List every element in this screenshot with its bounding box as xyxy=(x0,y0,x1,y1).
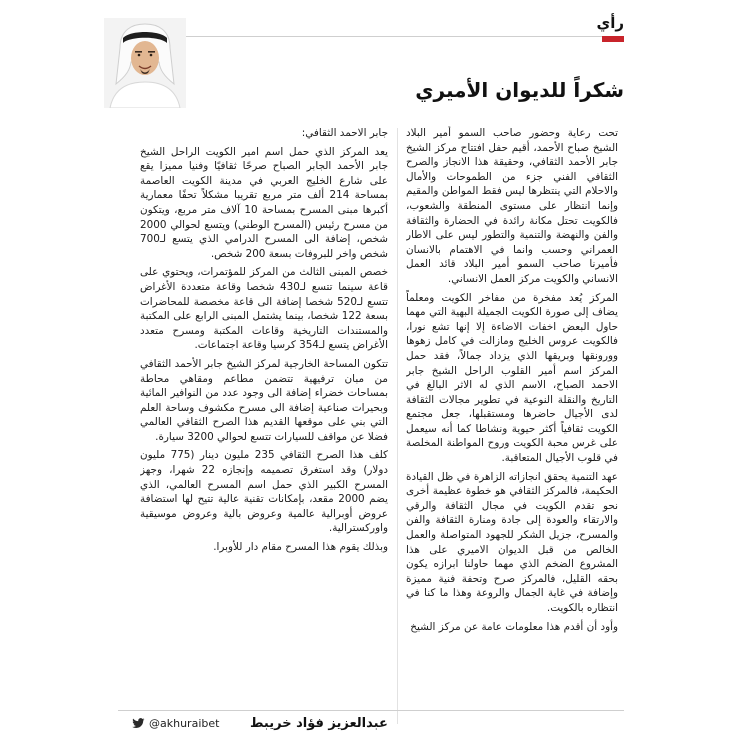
paragraph: يعد المركز الذي حمل اسم امير الكويت الراحل الشيخ جابر الأحمد الجابر الصباح صرحًا ثقافيًا وفنيا مميزا يقع على شارع الخليج العربي في مدينة الكويت العاصمة بمساحة 214 ألف متر مربع تقريبا مشكلاً تحفًا معمارية أكبرها مبنى المسرح بمساحة 10 آلاف متر مربع، ويتكون من مسرح رئيس (المسرح الوطني) ويتسع لحوالي 2000 شخص، إضافة الى المسرح الدرامي الذي يتسع لـ700 شخص واخر للبروفات بسعة 200 شخص. xyxy=(140,145,388,260)
paragraph: عهد التنمية يحقق انجازاته الزاهرة في ظل القيادة الحكيمة، فالمركز الثقافي هو خطوة عظيمة أخرى نحو تقدم الكويت في مجال الثقافة والرقي والارتقاء والعودة إلى جادة ومنارة الثقافة والفن والمسرح، جزيل الشكر للجهود المتواصلة والعمل الخالص من قبل الديوان الاميري على هذا المشروع الضخم الذي مهما حاولنا ابرازه يكون بحقه القليل، فالمركز صرح وتحفة فنية مميزة وإضافة في غاية الجمال والروعة وهذا ما كنا في انتظاره بالكويت. xyxy=(406,470,618,614)
paragraph: المركز يُعد مفخرة من مفاخر الكويت ومعلماً يضاف إلى صورة الكويت الجميلة البهية التي مهما حاول البعض اخفات الاضاءة إلا إنها تشع نورا، فالكويت عروس الخليج ومازالت في كامل زهوها وورونقها وبريقها الذي يزداد جمالاً، فقد حمل المركز اسم أمير القلوب الراحل الشيخ جابر الاحمد الصباح، الاسم الذي له الاثر البالغ في التاريخ والنقلة النوعية في تطوير مجالات الثقافة لدى الأجيال حاضرها ومستقبلها، جعل مجتمع الكويت ثقافياً أكثر حيوية ونشاطا كما أنه سيعمل على غرس محبة الكويت وروح المواطنة المخلصة في قلوب الأجيال المتعاقبة. xyxy=(406,291,618,465)
author-name: عبدالعزيز فؤاد خريبط xyxy=(250,716,388,731)
author-portrait-icon xyxy=(104,18,186,108)
paragraph: تتكون المساحة الخارجية لمركز الشيخ جابر الأحمد الثقافي من مبان ترفيهية تتضمن مطاعم ومقاهي محاطة بمساحات خضراء إضافة الى وجود عدد من النوافير المائية وبحيرات صناعية إضافة الى مسرح مكشوف وساحة العلم التي بني على موقعها القديم هذا الصرح الثقافي العالمي فضلا عن مواقف للسيارات تتسع لحوالي 3200 سيارة. xyxy=(140,357,388,443)
author-photo xyxy=(104,18,186,108)
article-column-left xyxy=(140,126,388,726)
article-headline: شكراً للديوان الأميري xyxy=(415,78,624,102)
article-column-right xyxy=(406,126,618,726)
paragraph: خصص المبنى الثالث من المركز للمؤتمرات، ويحتوي على قاعة سينما تتسع لـ430 شخصا وقاعة متعددة الأغراض تتسع لـ520 شخصا إضافة الى قاعة مخصصة للمحاضرات بسعة 122 شخصا، بينما يشتمل المبنى الرابع على المكتبة والمستندات التاريخية وقاعات المكتبة ومسرح متعدد الأغراض يتسع لـ354 كرسيا وقاعة اجتماعات. xyxy=(140,266,388,352)
twitter-handle[interactable] xyxy=(132,717,219,730)
twitter-handle-text: @akhuraibet xyxy=(149,717,220,730)
paragraph: وبذلك يقوم هذا المسرح مقام دار للأوبرا. xyxy=(213,541,388,554)
section-label: رأي xyxy=(596,14,624,32)
paragraph: تحت رعاية وحضور صاحب السمو أمير البلاد الشيخ صباح الأحمد، أقيم حفل افتتاح مركز الشيخ جابر الأحمد الثقافي، وحقيقة هذا الانجاز والصرح الثقافي الفني جزء من الطموحات والأمال والاحلام التي ينتظرها ليس فقط المواطن والمقيم وإنما انتظار على مستوى المنطقة والشعوب، فالكويت تحتل مكانة رائدة في الحضارة والثقافة والفن والنهضة والتنمية والتطور ليس على الاطار العمراني وحسب وانما في الاهتمام بالانسان فأميرنا صاحب السمو أمير البلاد قائد العمل الانساني والكويت مركز العمل الانساني. xyxy=(406,127,618,285)
section-accent-bar xyxy=(602,36,624,42)
column-divider xyxy=(397,128,398,724)
paragraph: كلف هذا الصرح الثقافي 235 مليون دينار (775 مليون دولار) وقد استغرق تصميمه وإنجازه 22 شهرا، وجهز المسرح الكبير الذي حمل اسم المسرح العالمي، الذي يضم 2000 مقعد، بإمكانات تقنية عالية تتيح لها استضافة عروض أوبرالية عالمية وعروض بالية وعروض موسيقية واوركسترالية. xyxy=(140,449,388,535)
footer-divider xyxy=(118,710,624,711)
paragraph: وأود أن أقدم هذا معلومات عامة عن مركز الشيخ xyxy=(410,620,618,633)
twitter-bird-icon xyxy=(132,718,145,729)
paragraph: جابر الاحمد الثقافي: xyxy=(301,127,388,139)
top-divider xyxy=(118,36,624,37)
